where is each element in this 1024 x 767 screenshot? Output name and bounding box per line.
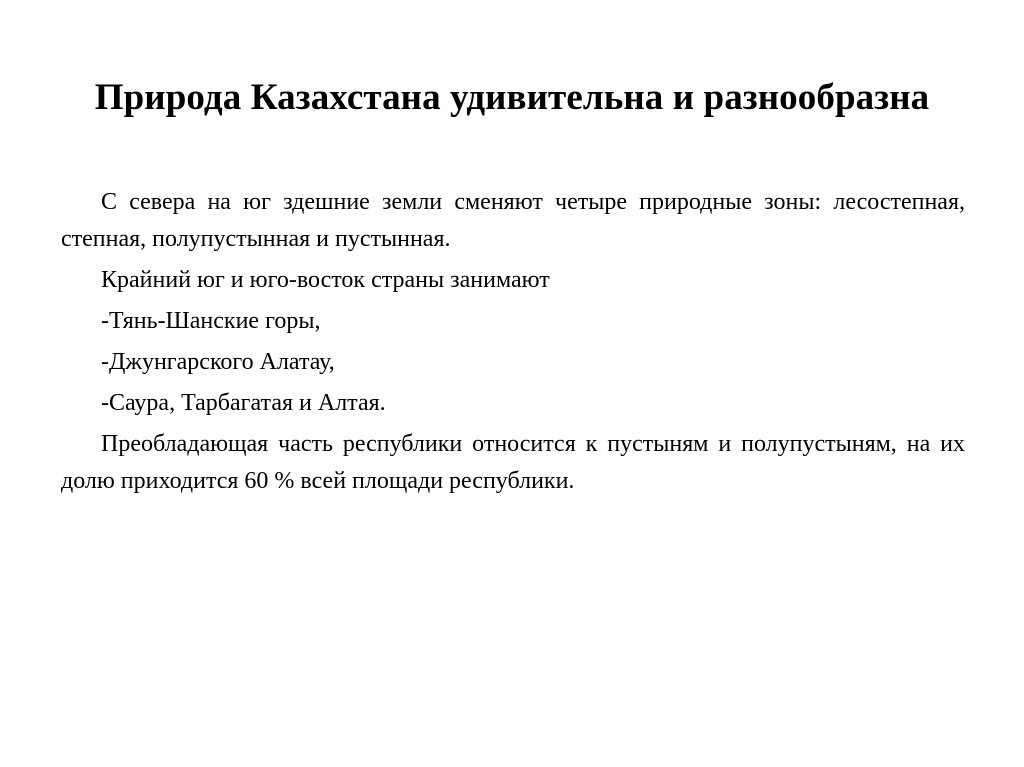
list-item-saur-tarbagatai-altai: -Саура, Тарбагатая и Алтая. [101, 390, 386, 416]
list-item-dzungarian-alatau: -Джунгарского Алатау, [101, 349, 335, 375]
paragraph-deserts-share: Преобладающая часть республики относится к пустыням и полупустыням, на их долю приходится 60 % всей площади республики. [61, 431, 965, 494]
slide-title: Природа Казахстана удивительна и разнообразна [94, 77, 930, 118]
list-item-tian-shan: -Тянь-Шанские горы, [101, 308, 321, 334]
paragraph-natural-zones: С севера на юг здешние земли сменяют четыре природные зоны: лесостепная, степная, полупустынная и пустынная. [61, 189, 965, 252]
slide-body [61, 184, 965, 504]
paragraph-south-southeast: Крайний юг и юго-восток страны занимают [101, 267, 550, 293]
